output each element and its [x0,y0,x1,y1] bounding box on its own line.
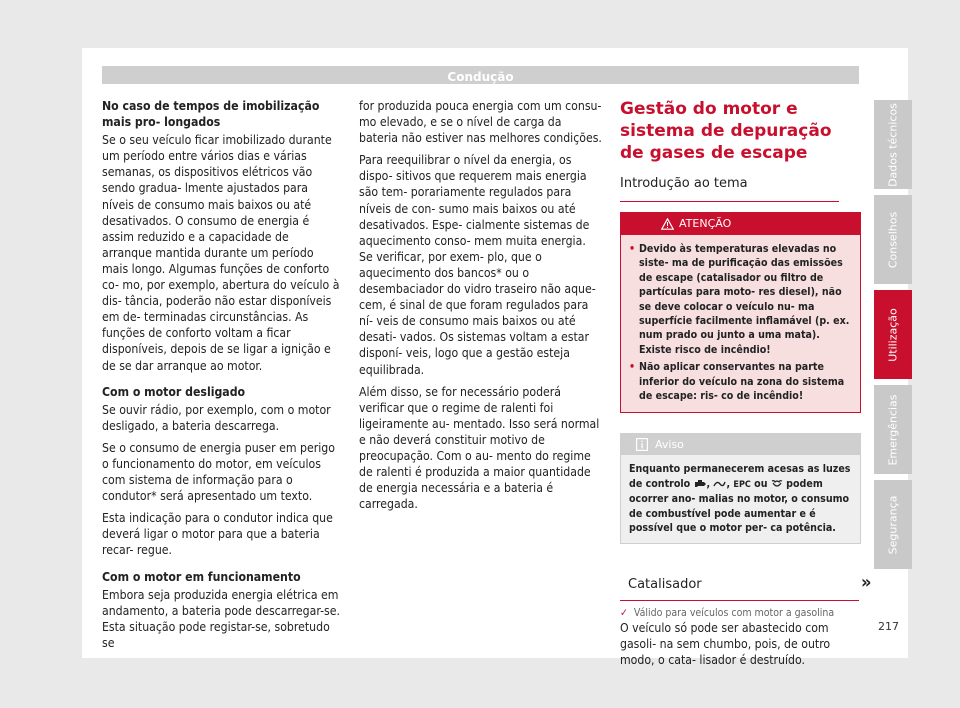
tab-label: Utilização [886,307,900,362]
subsection-heading: Catalisador [620,570,859,601]
column-2 [359,98,602,518]
paragraph: O veículo só pode ser abastecido com gasoli- na sem chumbo, pois, de outro modo, o cata- lisador é destruído. [620,620,831,667]
paragraph: Esta indicação para o condutor indica que deverá ligar o motor para que a bateria recar- regue. [102,511,333,558]
paragraph: Se o seu veículo ficar imobilizado durante um período entre vários dias e várias semanas, os dispositivos elétricos vão sendo gradua- lmente ajustados para níveis de consumo mais baixos ou até desativados. O consumo de energia é assim reduzido e a capacidade de arranque mantida durante um período mais longo. Algumas funções de conforto co- mo, por exemplo, abertura do veículo à dis- tância, poderão não estar disponíveis em de- terminadas circunstâncias. As funções de conforto voltam a ficar disponíveis, depois de se ligar a ignição e de se dar arranque ao motor. [102,133,340,373]
checkmark-icon: ✓ [620,606,628,619]
continue-arrow-icon: » [861,572,872,593]
section-heading: No caso de tempos de imobilização mais pro- longados [102,99,320,130]
warning-header [621,213,860,235]
validity-note [620,606,859,620]
note-text: Enquanto permanecerem acesas as luzes de controlo [629,463,851,490]
paragraph: Além disso, se for necessário poderá verificar que o regime de ralenti foi ligeiramente au- mentado. Isso será normal e não deverá constituir motivo de preocupação. Com o au- mento do regime de ralenti é produzida a maior quantidade de energia necessária e a bateria é carregada. [359,384,600,512]
topic-intro-heading: Introdução ao tema [620,175,839,202]
info-note-icon [636,438,648,451]
exhaust-lamp-icon [713,479,726,488]
paragraph: Embora seja produzida energia elétrica em andamento, a bateria pode descarregar-se. Esta situação pode registar-se, sobretudo se [102,587,340,650]
paragraph: Se o consumo de energia puser em perigo o funcionamento do motor, em veículos com sistema de informação para o condutor* será apresentado um texto. [102,440,335,504]
note-text: ou [754,477,768,490]
tab-label: Emergências [886,393,900,466]
warning-body [621,235,860,412]
section-title: Gestão do motor e sistema de depuração de gases de escape [620,99,832,163]
paragraph: for produzida pouca energia com um consu- mo elevado, e se o nível de carga da bateria não estiver nas melhores condições. [359,99,602,146]
chapter-title: Condução [447,70,514,84]
warning-box [620,212,861,413]
section-heading: Com o motor desligado [102,384,246,399]
engine-warning-lamp-icon [694,479,707,488]
warning-text: Devido às temperaturas elevadas no siste- ma de purificação das emissões de escape (catalisador ou filtro de partículas para moto- res diesel), não se deve colocar o veículo nu- ma superfície facilmente inflamável (p. ex. num prado ou junto a uma mata). Existe risco de incêndio! [639,243,850,356]
note-box [620,433,861,543]
column-3 [620,98,859,674]
tab-label: Segurança [886,495,900,554]
note-text: podem ocorrer ano- malias no motor, o consumo de combustível pode aumentar e é possível que o motor per- ca potência. [629,477,850,535]
warning-bullet: • Devido às temperaturas elevadas no siste- ma de purificação das emissões de escape (catalisador ou filtro de partículas para moto- res diesel), não se deve colocar o veículo nu- ma superfície facilmente inflamável (p. ex. num prado ou junto a uma mata). Existe risco de incêndio! [629,242,852,357]
chapter-tabs [874,100,914,575]
column-1 [102,98,342,657]
chapter-header [102,66,859,84]
glow-plug-lamp-icon [771,479,783,488]
note-label: Aviso [655,438,684,452]
paragraph: Se ouvir rádio, por exemplo, com o motor desligado, a bateria descarrega. [102,402,331,433]
tab-emergencias[interactable] [874,385,912,474]
warning-bullet: • Não aplicar conservantes na parte inferior do veículo na zona do sistema de escape: ris- co de incêndio! [629,360,852,403]
tab-utilizacao[interactable] [874,290,912,379]
tab-label: Dados técnicos [886,102,900,187]
warning-triangle-icon [661,218,674,230]
paragraph: Para reequilibrar o nível da energia, os dispo- sitivos que requerem mais energia são tem- porariamente regulados para níveis de con- sumo mais baixos ou até desativados. Espe- cialmente sistemas de aquecimento conso- mem muita energia. Se verificar, por exem- plo, que o aquecimento dos bancos* ou o desembaciador do vidro traseiro não aque- cem, é sinal de que foram regulados para ní- veis de consumo mais baixos ou até desati- vados. Os sistemas voltam a estar disponí- veis, logo que a gestão esteja equilibrada. [359,153,596,377]
tab-label: Conselhos [886,211,900,268]
tab-dados-tecnicos[interactable] [874,100,912,189]
warning-label: ATENÇÃO [679,217,732,230]
warning-text: Não aplicar conservantes na parte inferior do veículo na zona do sistema de escape: ris- co de incêndio! [639,361,845,403]
validity-text: Válido para veículos com motor a gasolina [633,606,835,619]
note-body: Enquanto permanecerem acesas as luzes de controlo , , EPC ou podem ocorrer ano- malias no motor, o consumo de combustível pode aumentar e é possível que o motor per- ca potência. [621,455,860,542]
page-number: 217 [878,620,899,633]
note-header [621,434,860,455]
section-heading: Com o motor em funcionamento [102,569,301,584]
epc-lamp-icon: EPC [733,479,751,490]
tab-seguranca[interactable] [874,480,912,569]
tab-conselhos[interactable] [874,195,912,284]
